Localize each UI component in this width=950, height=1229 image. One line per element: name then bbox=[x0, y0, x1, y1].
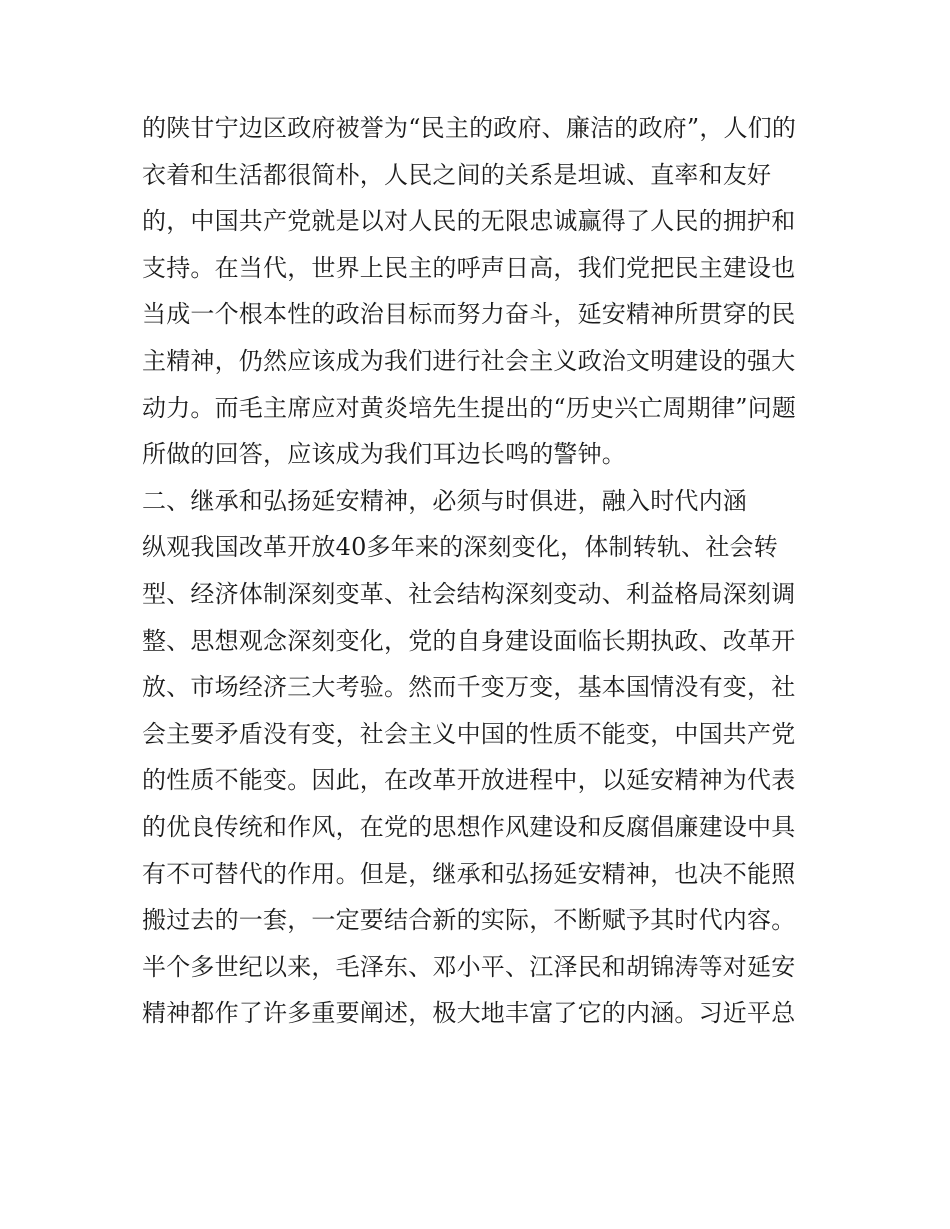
text-line: 的陕甘宁边区政府被誉为“民主的政府、廉洁的政府”，人们的 bbox=[142, 114, 797, 142]
text-line: 的优良传统和作风，在党的思想作风建设和反腐倡廉建设中具 bbox=[142, 812, 796, 841]
section-heading: 二、继承和弘扬延安精神，必须与时俱进，融入时代内涵 bbox=[142, 486, 747, 515]
text-line: 所做的回答，应该成为我们耳边长鸣的警钟。 bbox=[142, 440, 626, 469]
text-line: 搬过去的一套，一定要结合新的实际，不断赋予其时代内容。 bbox=[142, 906, 796, 935]
text-line: 动力。而毛主席应对黄炎培先生提出的“历史兴亡周期律”问题 bbox=[142, 393, 797, 422]
text-line: 整、思想观念深刻变化，党的自身建设面临长期执政、改革开 bbox=[142, 626, 796, 655]
text-line: 纵观我国改革开放40多年来的深刻变化，体制转轨、社会转 bbox=[142, 533, 778, 562]
text-line: 的性质不能变。因此，在改革开放进程中，以延安精神为代表 bbox=[142, 766, 796, 795]
text-line: 精神都作了许多重要阐述，极大地丰富了它的内涵。习近平总 bbox=[142, 999, 796, 1028]
text-line: 放、市场经济三大考验。然而千变万变，基本国情没有变，社 bbox=[142, 673, 796, 702]
text-line: 支持。在当代，世界上民主的呼声日高，我们党把民主建设也 bbox=[142, 253, 796, 282]
text-line: 会主要矛盾没有变，社会主义中国的性质不能变，中国共产党 bbox=[142, 719, 796, 748]
text-line: 当成一个根本性的政治目标而努力奋斗，延安精神所贯穿的民 bbox=[142, 300, 796, 329]
text-line: 主精神，仍然应该成为我们进行社会主义政治文明建设的强大 bbox=[142, 346, 796, 375]
text-line: 的，中国共产党就是以对人民的无限忠诚赢得了人民的拥护和 bbox=[142, 207, 796, 236]
text-line: 半个多世纪以来，毛泽东、邓小平、江泽民和胡锦涛等对延安 bbox=[142, 952, 796, 981]
text-line: 衣着和生活都很简朴，人民之间的关系是坦诚、直率和友好 bbox=[142, 160, 772, 189]
text-line: 型、经济体制深刻变革、社会结构深刻变动、利益格局深刻调 bbox=[142, 579, 796, 608]
text-line: 有不可替代的作用。但是，继承和弘扬延安精神，也决不能照 bbox=[142, 859, 796, 888]
body-text bbox=[142, 105, 822, 1037]
